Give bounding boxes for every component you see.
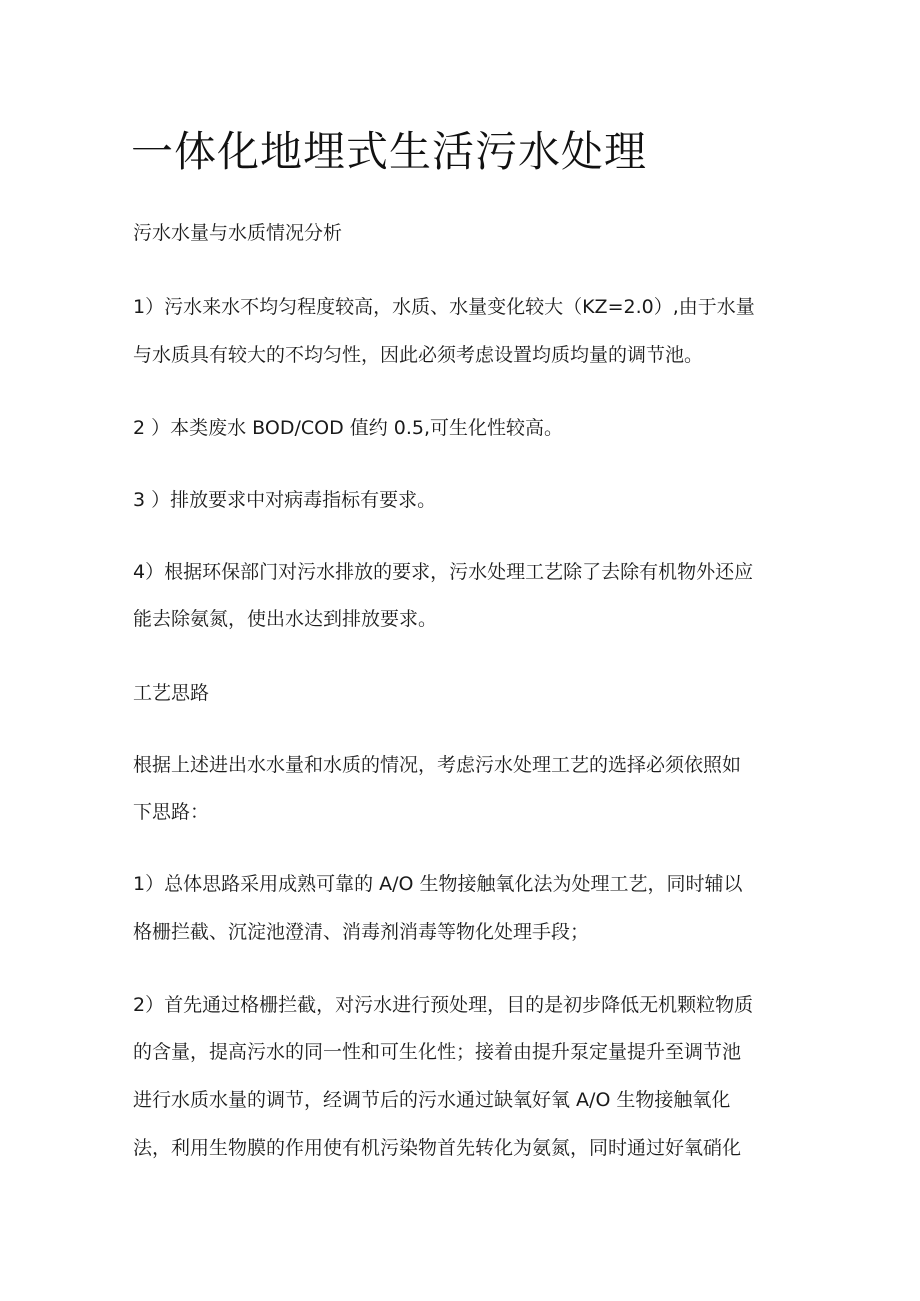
paragraph-line: 能去除氨氮，使出水达到排放要求。 [133,608,438,630]
paragraph-line: 格栅拦截、沉淀池澄清、消毒剂消毒等物化处理手段； [133,921,590,943]
paragraph-line: 下思路： [133,801,210,823]
paragraph-line: 1）总体思路采用成熟可靠的 A/O 生物接触氧化法为处理工艺，同时辅以 [133,873,743,895]
paragraph-line: 与水质具有较大的不均匀性，因此必须考虑设置均质均量的调节池。 [133,344,704,366]
paragraph-line: 4）根据环保部门对污水排放的要求，污水处理工艺除了去除有机物外还应 [133,561,754,583]
paragraph-line: 根据上述进出水水量和水质的情况，考虑污水处理工艺的选择必须依照如 [133,754,742,776]
paragraph-line: 进行水质水量的调节，经调节后的污水通过缺氧好氧 A/O 生物接触氧化 [133,1089,731,1111]
document-title: 一体化地埋式生活污水处理 [131,127,648,176]
section-heading-process-idea: 工艺思路 [133,682,210,704]
paragraph-line: 1）污水来水不均匀程度较高，水质、水量变化较大（KZ=2.0）,由于水量 [133,296,755,318]
paragraph-line: 的含量，提高污水的同一性和可生化性；接着由提升泵定量提升至调节池 [133,1041,742,1063]
section-heading-water-analysis: 污水水量与水质情况分析 [133,222,343,244]
paragraph-line: 2 ）本类废水 BOD/COD 值约 0.5,可生化性较高。 [133,417,564,439]
paragraph-line: 2）首先通过格栅拦截，对污水进行预处理，目的是初步降低无机颗粒物质 [133,994,754,1016]
paragraph-line: 法，利用生物膜的作用使有机污染物首先转化为氨氮，同时通过好氧硝化 [133,1137,742,1159]
paragraph-line: 3 ）排放要求中对病毒指标有要求。 [133,489,437,511]
